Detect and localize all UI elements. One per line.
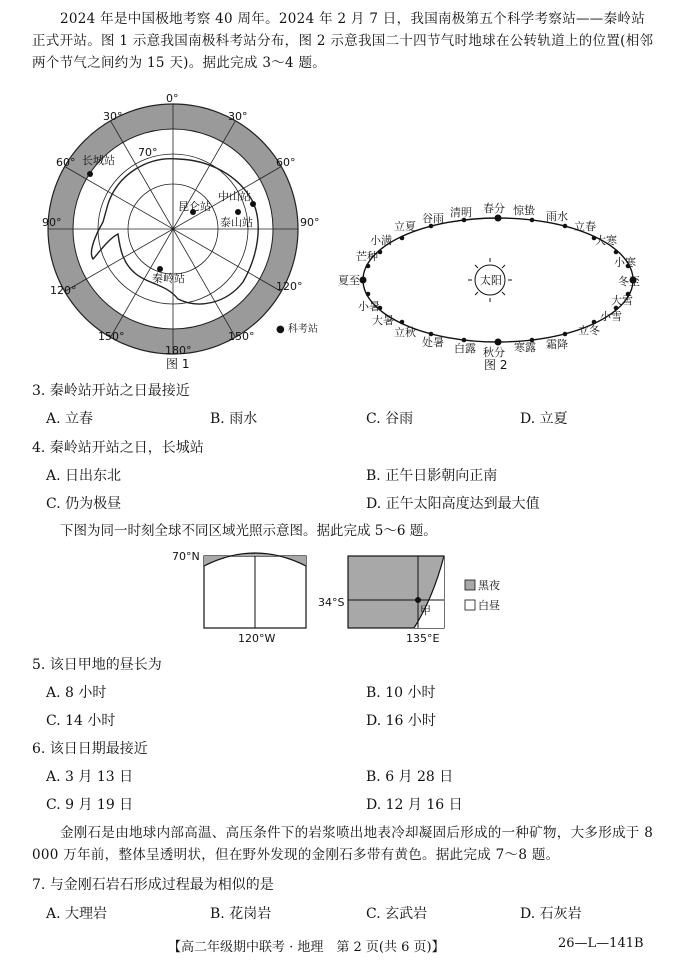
q6-option-d[interactable]: D. 12 月 16 日 [366,797,463,813]
term-yushui: 雨水 [546,210,568,223]
deg-180: 180° [165,344,192,357]
term-xiaoman: 小满 [370,234,392,247]
deg-120-right: 120° [276,280,303,293]
label-34s: 34°S [318,596,345,609]
q5-option-d[interactable]: D. 16 小时 [366,713,436,729]
term-chushu: 处暑 [422,336,444,349]
figure-1-caption: 图 1 [166,357,190,371]
q6-stem: 6. 该日日期最接近 [32,741,148,757]
deg-70: 70° [138,146,158,159]
label-jia: 甲 [420,604,431,617]
figure-2-caption: 图 2 [484,358,508,372]
term-bailu: 白露 [454,342,476,355]
term-lidong: 立冬 [578,324,600,337]
station-changcheng-dot [87,171,93,177]
q7-option-d[interactable]: D. 石灰岩 [520,906,582,922]
q3-option-d[interactable]: D. 立夏 [520,411,568,427]
q6-option-b[interactable]: B. 6 月 28 日 [366,769,454,785]
q3-option-a[interactable]: A. 立春 [46,411,94,427]
term-xiaoxue: 小雪 [600,310,622,323]
q4-stem: 4. 秦岭站开站之日，长城站 [32,440,204,456]
intro-paragraph-3: 金刚石是由地球内部高温、高压条件下的岩浆喷出地表冷却凝固后形成的一种矿物，大多形成于 8 000 万年前，整体呈透明状，但在野外发现的金刚石多带有黄色。据此完成 7～8 题。 [32,825,654,863]
q7-option-a[interactable]: A. 大理岩 [46,906,108,922]
deg-30-right: 30° [228,110,248,123]
deg-90-left: 90° [42,216,62,229]
term-dahan: 大寒 [595,234,617,247]
term-shuangjiang: 霜降 [546,338,568,351]
q4-option-a[interactable]: A. 日出东北 [46,468,122,484]
term-dashu: 大暑 [372,314,394,327]
q3-option-c[interactable]: C. 谷雨 [366,411,414,427]
term-dongzhi: 冬至 [618,275,640,288]
term-xiazhi: 夏至 [338,274,360,287]
label-kunlun: 昆仑站 [178,200,211,213]
term-jingzhe: 惊蛰 [513,204,535,217]
label-changcheng: 长城站 [82,154,115,167]
term-hanlu: 寒露 [514,341,536,354]
deg-120-left: 120° [50,284,77,297]
intro-paragraph-2: 下图为同一时刻全球不同区域光照示意图。据此完成 5～6 题。 [60,523,437,539]
q4-option-c[interactable]: C. 仍为极昼 [46,496,122,512]
q7-option-b[interactable]: B. 花岗岩 [210,906,272,922]
footer-code: 26—L—141B [558,936,644,951]
q5-option-c[interactable]: C. 14 小时 [46,713,116,729]
term-lichun: 立春 [574,220,596,233]
term-xiaohan: 小寒 [614,256,636,269]
label-135e: 135°E [406,632,440,645]
deg-60-left: 60° [56,156,76,169]
q5-stem: 5. 该日甲地的昼长为 [32,657,162,673]
q6-option-c[interactable]: C. 9 月 19 日 [46,797,134,813]
q4-option-d[interactable]: D. 正午太阳高度达到最大值 [366,496,540,512]
q5-option-b[interactable]: B. 10 小时 [366,685,436,701]
deg-150-left: 150° [98,330,125,343]
q4-option-b[interactable]: B. 正午日影朝向正南 [366,468,498,484]
q5-option-a[interactable]: A. 8 小时 [46,685,107,701]
q7-option-c[interactable]: C. 玄武岩 [366,906,428,922]
figure-3-illumination-diagrams [168,548,518,648]
legend-station: ● 科考站 [276,324,318,335]
q3-stem: 3. 秦岭站开站之日最接近 [32,383,190,399]
deg-150-right: 150° [228,330,255,343]
term-xiaoshu: 小暑 [358,300,380,313]
figure-2-solar-terms-orbit [338,198,668,370]
station-taishan-dot [235,209,241,215]
legend-day: 白昼 [478,599,500,612]
label-70n: 70°N [172,550,200,563]
deg-0: 0° [166,92,179,105]
q3-option-b[interactable]: B. 雨水 [210,411,258,427]
figure-1-antarctica-map [42,92,348,371]
intro-paragraph-1: 2024 年是中国极地考察 40 周年。2024 年 2 月 7 日，我国南极第五个科学考察站——秦岭站正式开站。图 1 示意我国南极科考站分布，图 2 示意我国二十四节气时地球在公转轨道上的位置(相邻两个节气之间约为 15 天)。据此完成 3～4 题。 [32,11,654,71]
term-liqiu: 立秋 [394,326,416,339]
label-qinling: 秦岭站 [152,272,185,285]
term-guyu: 谷雨 [422,212,444,225]
term-qingming: 清明 [450,206,472,219]
term-chunfen: 春分 [483,202,505,215]
label-120w: 120°W [238,632,276,645]
point-jia [415,597,421,603]
q7-stem: 7. 与金刚石岩石形成过程最为相似的是 [32,877,274,893]
deg-30-left: 30° [103,110,123,123]
footer-page-info: 【高二年级期中联考 · 地理 第 2 页(共 6 页)】 [168,940,445,955]
deg-60-right: 60° [276,156,296,169]
deg-90-right: 90° [300,216,320,229]
q6-option-a[interactable]: A. 3 月 13 日 [46,769,134,785]
legend-night: 黑夜 [478,579,500,592]
term-daxue: 大雪 [611,294,633,307]
label-taishan: 泰山站 [220,216,253,229]
term-qiufen: 秋分 [483,346,505,359]
label-zhongshan: 中山站 [218,190,251,203]
sun-label: 太阳 [480,274,502,287]
term-lixia: 立夏 [394,220,416,233]
term-mangzhong: 芒种 [356,250,378,263]
